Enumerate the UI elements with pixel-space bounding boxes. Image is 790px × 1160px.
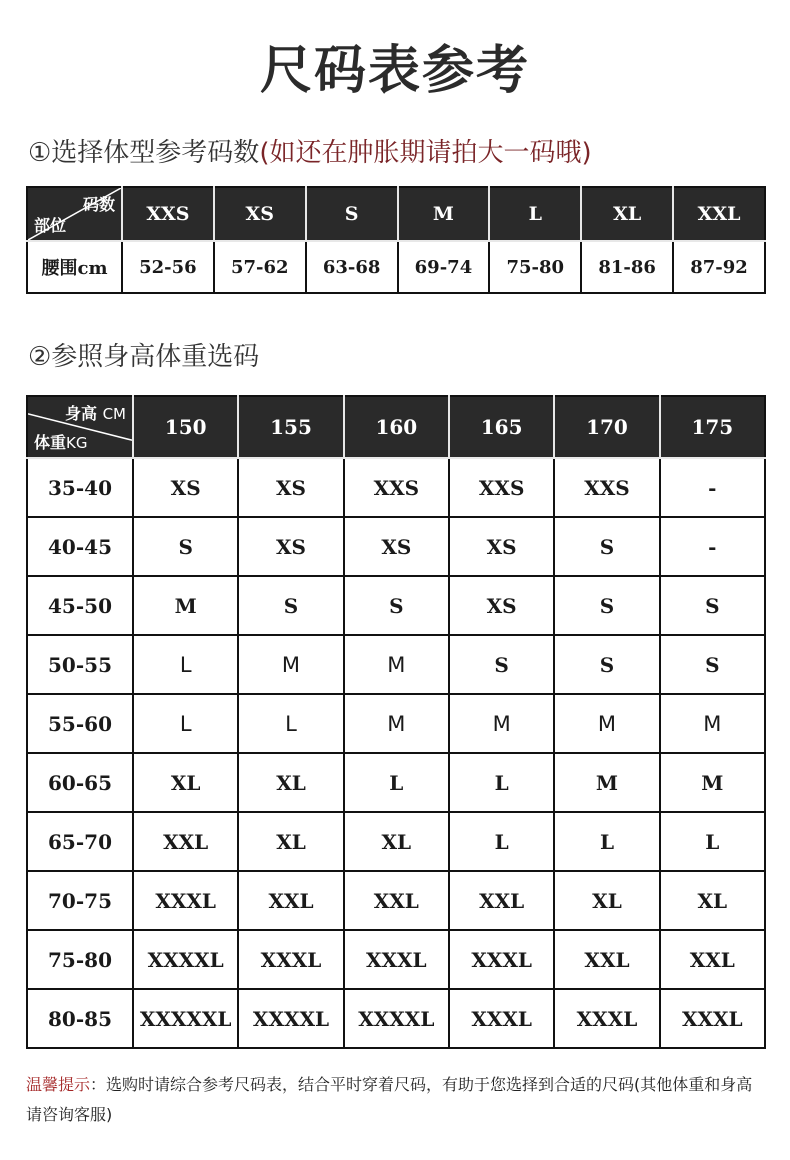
- section1-heading: [28, 132, 592, 169]
- weight-label: 40-45: [27, 517, 133, 576]
- size-cell: L: [133, 694, 238, 753]
- size-cell: M: [660, 753, 765, 812]
- size-cell: XL: [238, 812, 343, 871]
- size-cell: XXXXL: [344, 989, 449, 1048]
- corner-bottom-label: 部位: [34, 216, 67, 235]
- size-cell: S: [660, 576, 765, 635]
- size-cell: XL: [660, 871, 765, 930]
- size-cell: XXL: [238, 871, 343, 930]
- waist-size-table: [26, 186, 766, 294]
- size-cell: M: [554, 753, 659, 812]
- size-cell: L: [238, 694, 343, 753]
- size-header: XS: [214, 187, 306, 241]
- size-cell: L: [449, 753, 554, 812]
- weight-label: 55-60: [27, 694, 133, 753]
- size-cell: XS: [238, 458, 343, 517]
- size-cell: XS: [238, 517, 343, 576]
- size-cell: XXXL: [133, 871, 238, 930]
- size-header: M: [398, 187, 490, 241]
- size-cell: L: [449, 812, 554, 871]
- size-cell: M: [554, 694, 659, 753]
- size-cell: L: [660, 812, 765, 871]
- table-row: [27, 458, 765, 517]
- weight-label: 75-80: [27, 930, 133, 989]
- section1-heading-main: ①选择体型参考码数: [28, 138, 260, 168]
- height-weight-size-table: [26, 395, 766, 1049]
- weight-label: 70-75: [27, 871, 133, 930]
- size-cell: XS: [449, 517, 554, 576]
- size-cell: M: [449, 694, 554, 753]
- size-cell: S: [660, 635, 765, 694]
- height-header: 170: [554, 396, 659, 458]
- height-header: 175: [660, 396, 765, 458]
- section2-heading: ②参照身高体重选码: [28, 342, 260, 372]
- waist-value: 87-92: [673, 241, 765, 293]
- size-cell: XXL: [344, 871, 449, 930]
- table-row: [27, 635, 765, 694]
- table-row: [27, 989, 765, 1048]
- size-cell: S: [133, 517, 238, 576]
- section1-heading-note: (如还在肿胀期请拍大一码哦): [259, 138, 592, 168]
- corner-bottom-unit: KG: [66, 434, 88, 452]
- corner-bottom-text: 体重: [34, 433, 67, 452]
- size-cell: S: [238, 576, 343, 635]
- size-cell: XL: [133, 753, 238, 812]
- size-cell: XXL: [449, 871, 554, 930]
- table-row: [27, 753, 765, 812]
- page-title: 尺码表参考: [259, 41, 530, 101]
- size-cell: XL: [554, 871, 659, 930]
- size-cell: -: [660, 458, 765, 517]
- size-cell: XS: [344, 517, 449, 576]
- size-cell: XXXXXL: [133, 989, 238, 1048]
- size-cell: M: [344, 694, 449, 753]
- size-cell: XXXL: [238, 930, 343, 989]
- table-row: [27, 871, 765, 930]
- corner-bottom-label: [34, 430, 87, 453]
- table-row: [27, 576, 765, 635]
- size-cell: XS: [449, 576, 554, 635]
- waist-value: 63-68: [306, 241, 398, 293]
- size-cell: XL: [238, 753, 343, 812]
- corner-header: [27, 396, 133, 458]
- size-header: XL: [581, 187, 673, 241]
- size-cell: XXXL: [344, 930, 449, 989]
- corner-top-unit: CM: [102, 405, 126, 423]
- size-cell: S: [554, 635, 659, 694]
- weight-label: 60-65: [27, 753, 133, 812]
- weight-label: 35-40: [27, 458, 133, 517]
- size-cell: M: [133, 576, 238, 635]
- size-cell: -: [660, 517, 765, 576]
- size-cell: XXS: [449, 458, 554, 517]
- size-cell: S: [449, 635, 554, 694]
- tip-text: [26, 1070, 766, 1130]
- waist-value: 57-62: [214, 241, 306, 293]
- size-cell: XS: [133, 458, 238, 517]
- row-label: 腰围cm: [27, 241, 122, 293]
- size-cell: S: [344, 576, 449, 635]
- size-cell: XXL: [554, 930, 659, 989]
- height-header: 160: [344, 396, 449, 458]
- size-cell: XXXXL: [133, 930, 238, 989]
- corner-header: [27, 187, 122, 241]
- tip-body: ：选购时请综合参考尺码表，结合平时穿着尺码，有助于您选择到合适的尺码(其他体重和身高请咨询客服): [26, 1075, 753, 1124]
- size-cell: L: [554, 812, 659, 871]
- size-cell: S: [554, 517, 659, 576]
- size-cell: XXXL: [449, 989, 554, 1048]
- waist-value: 52-56: [122, 241, 214, 293]
- weight-label: 65-70: [27, 812, 133, 871]
- size-cell: XXXL: [660, 989, 765, 1048]
- weight-label: 45-50: [27, 576, 133, 635]
- size-header: S: [306, 187, 398, 241]
- size-cell: XXS: [344, 458, 449, 517]
- size-cell: M: [660, 694, 765, 753]
- height-header: 150: [133, 396, 238, 458]
- size-header: XXL: [673, 187, 765, 241]
- table-row: [27, 694, 765, 753]
- waist-value: 81-86: [581, 241, 673, 293]
- table-row: [27, 930, 765, 989]
- size-cell: M: [238, 635, 343, 694]
- size-header: L: [489, 187, 581, 241]
- corner-top-label: 码数: [82, 195, 115, 214]
- size-cell: L: [133, 635, 238, 694]
- corner-top-text: 身高: [64, 404, 97, 423]
- corner-top-label: [65, 401, 126, 424]
- size-header: XXS: [122, 187, 214, 241]
- weight-label: 80-85: [27, 989, 133, 1048]
- size-cell: XXXL: [554, 989, 659, 1048]
- size-cell: XXXXL: [238, 989, 343, 1048]
- size-cell: XXS: [554, 458, 659, 517]
- height-header: 155: [238, 396, 343, 458]
- size-cell: S: [554, 576, 659, 635]
- table-row: [27, 812, 765, 871]
- size-cell: XXL: [660, 930, 765, 989]
- waist-value: 69-74: [398, 241, 490, 293]
- height-header: 165: [449, 396, 554, 458]
- size-cell: XL: [344, 812, 449, 871]
- size-cell: XXL: [133, 812, 238, 871]
- size-cell: M: [344, 635, 449, 694]
- tip-label: 温馨提示: [26, 1075, 91, 1094]
- size-cell: L: [344, 753, 449, 812]
- weight-label: 50-55: [27, 635, 133, 694]
- waist-value: 75-80: [489, 241, 581, 293]
- size-cell: XXXL: [449, 930, 554, 989]
- table-row: [27, 517, 765, 576]
